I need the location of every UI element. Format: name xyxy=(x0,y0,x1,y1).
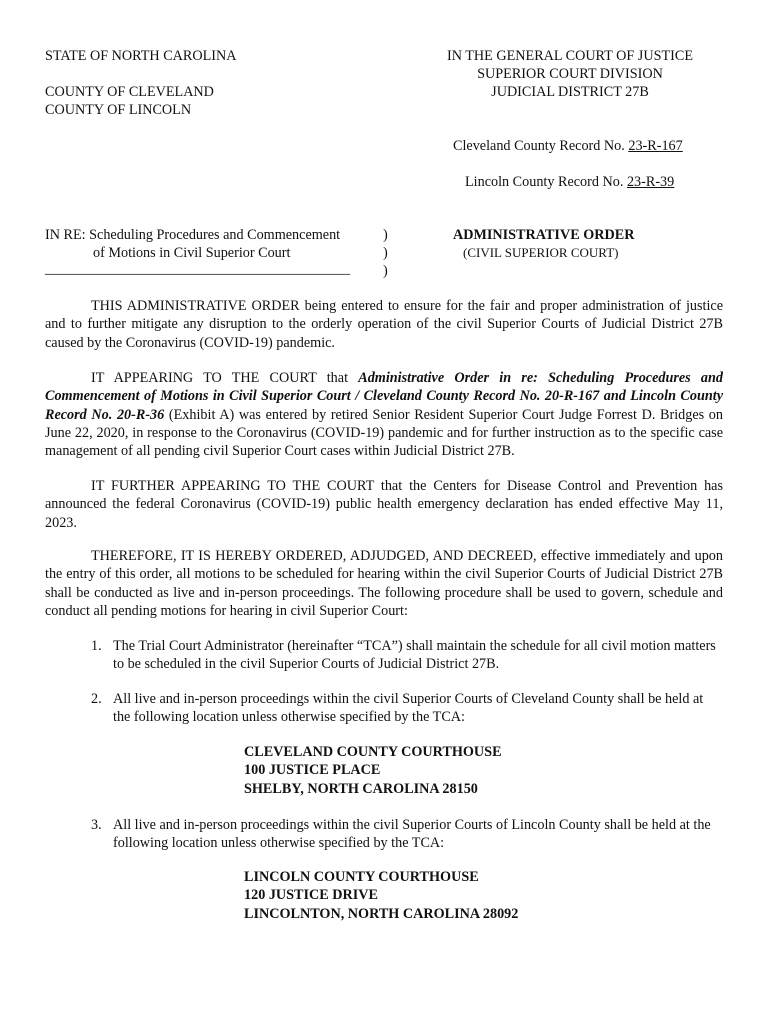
lincoln-courthouse-address xyxy=(244,868,518,923)
court-heading-line3: JUDICIAL DISTRICT 27B xyxy=(491,84,649,100)
cleveland-record-label: Cleveland County Record No. xyxy=(453,138,629,154)
lincoln-record-label: Lincoln County Record No. xyxy=(465,174,627,190)
paragraph-4 xyxy=(45,547,723,620)
cleveland-courthouse-address xyxy=(244,743,502,798)
lincoln-record-number xyxy=(465,173,674,191)
cleveland-record-value: 23-R-167 xyxy=(628,138,683,154)
paragraph-1-text: THIS ADMINISTRATIVE ORDER being entered to ensure for the fair and proper administration of justice and to further mitigate any disruption to the orderly operation of the civil Superior Courts of Judicial District 27B caused by the Coronavirus (COVID-19) pandemic. xyxy=(45,298,723,351)
court-heading xyxy=(410,47,730,101)
paragraph-2 xyxy=(45,369,723,460)
paragraph-4-text: THEREFORE, IT IS HEREBY ORDERED, ADJUDGED, AND DECREED, effective immediately and upon the entry of this order, all motions to be scheduled for hearing within the civil Superior Courts of Judicial District 27B shall be conducted as live and in-person proceedings. The following procedure shall be used to govern, schedule and conduct all pending motions for hearing in civil Superior Court: xyxy=(45,548,723,619)
list-item xyxy=(91,816,721,853)
county-cleveland-heading: COUNTY OF CLEVELAND xyxy=(45,84,214,100)
address-line: CLEVELAND COUNTY COURTHOUSE xyxy=(244,744,502,760)
court-heading-line2: SUPERIOR COURT DIVISION xyxy=(477,66,663,82)
list-item-text: The Trial Court Administrator (hereinafter “TCA”) shall maintain the schedule for all civil motion matters to be scheduled in the civil Superior Courts of Judicial District 27B. xyxy=(113,638,716,673)
address-line: SHELBY, NORTH CAROLINA 28150 xyxy=(244,780,478,797)
caption-line2: of Motions in Civil Superior Court xyxy=(93,245,291,261)
list-item-number: 3. xyxy=(91,817,102,833)
address-line: LINCOLN COUNTY COURTHOUSE xyxy=(244,869,479,885)
list-item-text: All live and in-person proceedings within the civil Superior Courts of Cleveland County shall be held at the following location unless otherwise specified by the TCA: xyxy=(113,691,704,726)
caption-paren-2: ) xyxy=(383,245,388,261)
court-heading-line1: IN THE GENERAL COURT OF JUSTICE xyxy=(447,48,693,64)
list-item-number: 1. xyxy=(91,638,102,654)
paragraph-2-rest: (Exhibit A) was entered by retired Senior Resident Superior Court Judge Forrest D. Bridges on June 22, 2020, in response to the Coronavirus (COVID-19) pandemic and for further instruction as to the specific case management of all pending civil Superior Court cases within Judicial District 27B. xyxy=(45,406,723,460)
paragraph-3-text: IT FURTHER APPEARING TO THE COURT that the Centers for Disease Control and Prevention has announced the federal Coronavirus (COVID-19) public health emergency declaration has ended effective May 11, 2023. xyxy=(45,478,723,531)
order-title: ADMINISTRATIVE ORDER xyxy=(453,227,635,243)
address-line: 100 JUSTICE PLACE xyxy=(244,762,381,779)
list-item xyxy=(91,637,721,674)
paragraph-3 xyxy=(45,477,723,532)
paragraph-1 xyxy=(45,297,723,352)
list-item xyxy=(91,690,721,727)
list-item-text: All live and in-person proceedings within the civil Superior Courts of Lincoln County shall be held at the following location unless otherwise specified by the TCA: xyxy=(113,817,711,852)
county-lincoln-heading: COUNTY OF LINCOLN xyxy=(45,102,192,118)
address-line: LINCOLNTON, NORTH CAROLINA 28092 xyxy=(244,905,519,922)
address-line: 120 JUSTICE DRIVE xyxy=(244,887,379,904)
list-item-number: 2. xyxy=(91,691,102,707)
caption-underline: ___________________________________________ xyxy=(45,261,351,277)
cleveland-record-number xyxy=(453,137,683,155)
caption-paren-3: ) xyxy=(383,263,388,279)
lincoln-record-value: 23-R-39 xyxy=(626,174,675,190)
paragraph-2-lead: IT APPEARING TO THE COURT that xyxy=(91,370,359,386)
state-heading: STATE OF NORTH CAROLINA xyxy=(45,48,237,64)
paragraph-2-citation: Administrative Order in re: Scheduling Procedures and Commencement of Motions in Civil Superior Court / Cleveland County Record No. 20-R-167 and Lincoln County Record No. 20-R-36 xyxy=(45,370,723,423)
caption-line1: IN RE: Scheduling Procedures and Commencement xyxy=(45,227,341,243)
caption-paren-1: ) xyxy=(383,227,388,243)
order-subtitle: (CIVIL SUPERIOR COURT) xyxy=(463,245,619,260)
